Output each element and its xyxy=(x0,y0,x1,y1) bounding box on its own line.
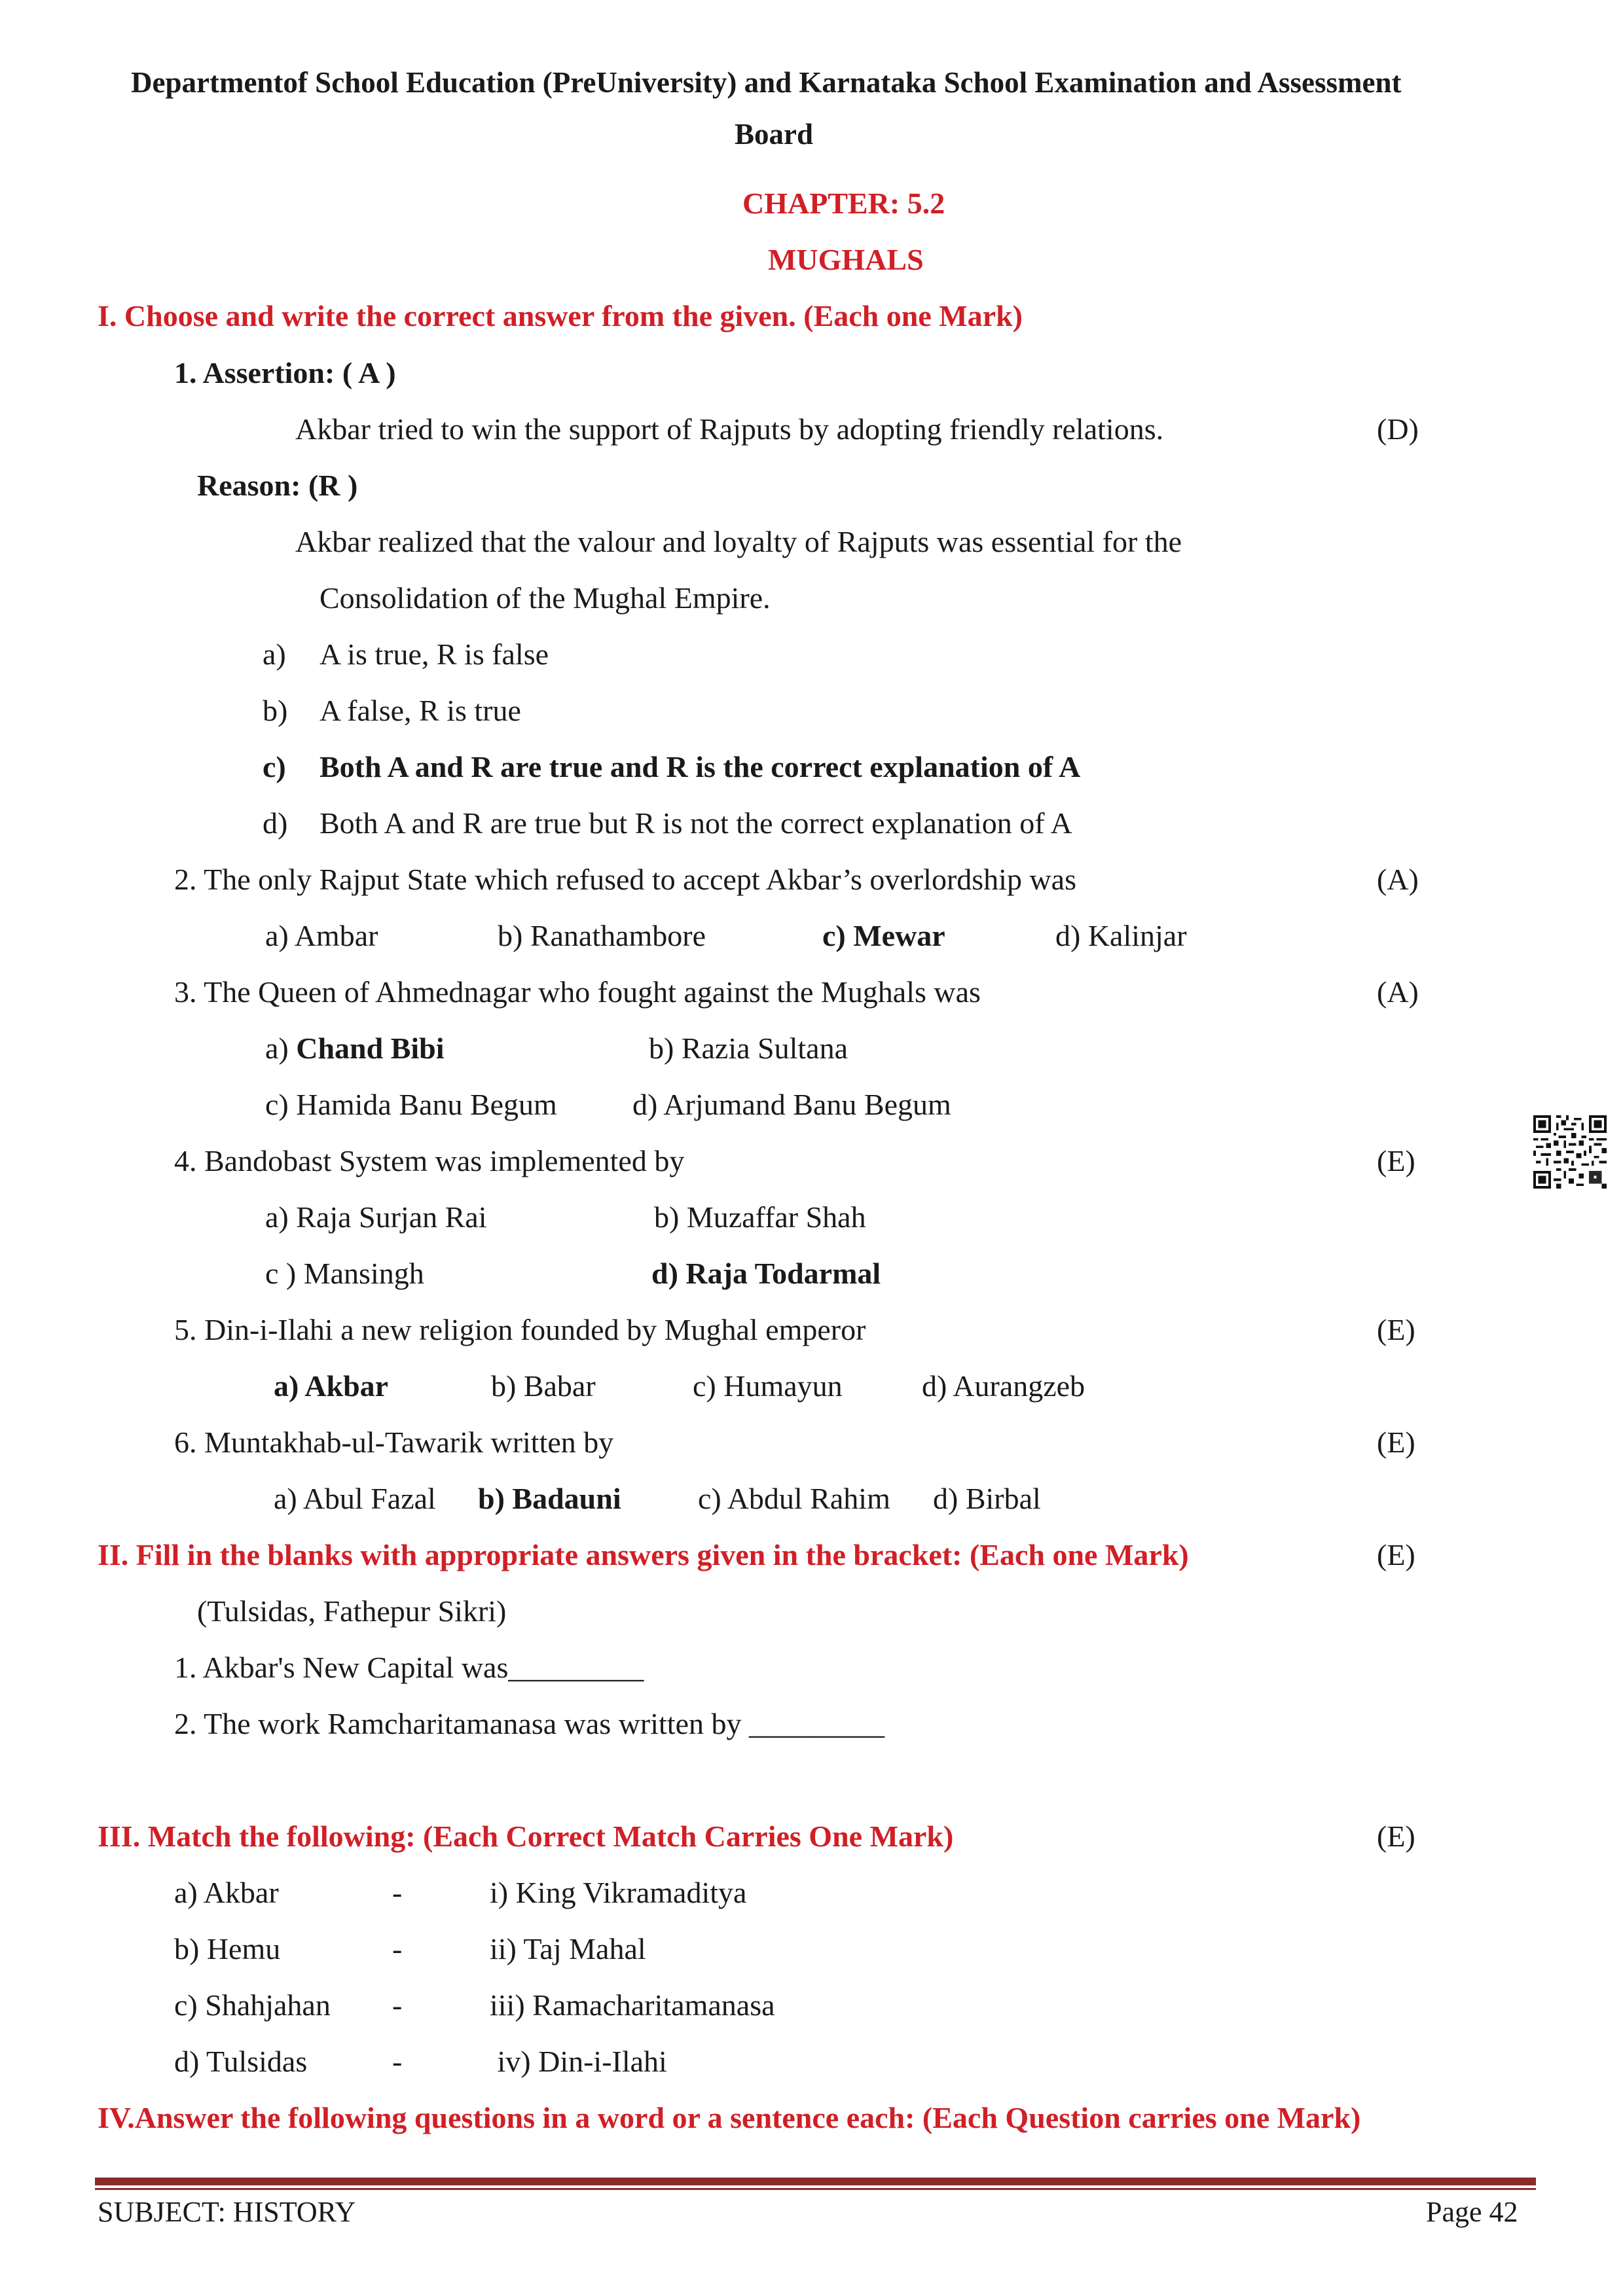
header-line-1: Departmentof School Education (PreUniversity) and Karnataka School Examination and Assessment xyxy=(131,66,1402,99)
header-line-2: Board xyxy=(735,118,814,151)
section-2-hint: (Tulsidas, Fathepur Sikri) xyxy=(197,1594,507,1628)
q5-option: d) Aurangzeb xyxy=(922,1369,1085,1403)
q5-option-correct: a) Akbar xyxy=(274,1369,389,1403)
q3-level: (A) xyxy=(1377,975,1419,1009)
q2-option: a) Ambar xyxy=(265,919,378,952)
q6-option: c) Abdul Rahim xyxy=(698,1482,890,1515)
q1-level: (D) xyxy=(1377,412,1419,446)
section-3-level: (E) xyxy=(1377,1820,1415,1853)
match-right: i) King Vikramaditya xyxy=(490,1876,747,1909)
match-right: iv) Din-i-Ilahi xyxy=(490,2045,667,2078)
match-dash: - xyxy=(392,1876,403,1909)
q2-option: d) Kalinjar xyxy=(1055,919,1187,952)
q3-option-b: b) Razia Sultana xyxy=(649,1031,848,1065)
q2-option-correct: c) Mewar xyxy=(822,919,945,952)
match-dash: - xyxy=(392,1988,403,2022)
q1-reason-line-1: Akbar realized that the valour and loyalty of Rajputs was essential for the xyxy=(295,525,1182,558)
q1-option-letter-correct: c) xyxy=(263,750,286,783)
match-dash: - xyxy=(392,2045,403,2078)
match-right: iii) Ramacharitamanasa xyxy=(490,1988,775,2022)
q3-text: 3. The Queen of Ahmednagar who fought against the Mughals was xyxy=(174,975,981,1009)
section-3-heading: III. Match the following: (Each Correct Match Carries One Mark) xyxy=(98,1820,954,1853)
match-left: a) Akbar xyxy=(174,1876,279,1909)
footer-page-number: Page 42 xyxy=(1426,2196,1518,2228)
fill-blank-item: 1. Akbar's New Capital was_________ xyxy=(174,1651,644,1684)
match-left: b) Hemu xyxy=(174,1932,281,1965)
q1-reason-label: Reason: (R ) xyxy=(197,469,358,502)
q4-option-c: c ) Mansingh xyxy=(265,1257,424,1290)
section-2-level: (E) xyxy=(1377,1538,1415,1571)
q2-text: 2. The only Rajput State which refused to accept Akbar’s overlordship was xyxy=(174,863,1076,896)
footer-rule-thick xyxy=(95,2178,1536,2185)
q5-option: c) Humayun xyxy=(693,1369,843,1403)
q5-text: 5. Din-i-Ilahi a new religion founded by Mughal emperor xyxy=(174,1313,866,1346)
q6-option: d) Birbal xyxy=(933,1482,1041,1515)
q3-option-a-letter: a) xyxy=(265,1031,297,1065)
q4-option-a: a) Raja Surjan Rai xyxy=(265,1200,487,1234)
q2-level: (A) xyxy=(1377,863,1419,896)
section-1-heading: I. Choose and write the correct answer from the given. (Each one Mark) xyxy=(98,299,1023,332)
q1-reason-line-2: Consolidation of the Mughal Empire. xyxy=(319,581,771,615)
q1-assertion-text: Akbar tried to win the support of Rajputs by adopting friendly relations. xyxy=(295,412,1164,446)
q4-option-b: b) Muzaffar Shah xyxy=(654,1200,866,1234)
q5-level: (E) xyxy=(1377,1313,1415,1346)
q1-option-text: Both A and R are true but R is not the correct explanation of A xyxy=(319,806,1072,840)
q4-option-d-correct: d) Raja Todarmal xyxy=(651,1257,881,1290)
q3-option-d: d) Arjumand Banu Begum xyxy=(632,1088,951,1121)
chapter-number: CHAPTER: 5.2 xyxy=(742,187,945,220)
match-left: c) Shahjahan xyxy=(174,1988,331,2022)
q1-option-text: A is true, R is false xyxy=(319,637,549,671)
q4-level: (E) xyxy=(1377,1144,1415,1177)
chapter-title: MUGHALS xyxy=(768,243,924,276)
qr-code-icon xyxy=(1533,1115,1607,1189)
q3-option-c: c) Hamida Banu Begum xyxy=(265,1088,557,1121)
q3-option-a xyxy=(265,1033,445,1064)
q1-option-letter: d) xyxy=(263,806,288,840)
q1-option-text: A false, R is true xyxy=(319,694,521,727)
q5-option: b) Babar xyxy=(491,1369,596,1403)
q3-option-a-correct: Chand Bibi xyxy=(296,1031,445,1065)
section-2-heading: II. Fill in the blanks with appropriate answers given in the bracket: (Each one Mark) xyxy=(98,1538,1189,1571)
q2-option: b) Ranathambore xyxy=(498,919,706,952)
q6-level: (E) xyxy=(1377,1426,1415,1459)
q6-text: 6. Muntakhab-ul-Tawarik written by xyxy=(174,1426,614,1459)
q1-assertion-label: 1. Assertion: ( A ) xyxy=(174,356,396,389)
match-left: d) Tulsidas xyxy=(174,2045,308,2078)
section-4-heading: IV.Answer the following questions in a word or a sentence each: (Each Question carries one Mark) xyxy=(98,2101,1361,2134)
q6-option-correct: b) Badauni xyxy=(478,1482,621,1515)
match-dash: - xyxy=(392,1932,403,1965)
q1-option-letter: b) xyxy=(263,694,288,727)
q1-option-text-correct: Both A and R are true and R is the correct explanation of A xyxy=(319,750,1081,783)
q6-option: a) Abul Fazal xyxy=(274,1482,436,1515)
match-right: ii) Taj Mahal xyxy=(490,1932,646,1965)
footer-subject: SUBJECT: HISTORY xyxy=(98,2196,356,2228)
footer-rule-thin xyxy=(95,2188,1536,2190)
q1-option-letter: a) xyxy=(263,637,286,671)
q4-text: 4. Bandobast System was implemented by xyxy=(174,1144,685,1177)
fill-blank-item: 2. The work Ramcharitamanasa was written by _________ xyxy=(174,1707,884,1740)
